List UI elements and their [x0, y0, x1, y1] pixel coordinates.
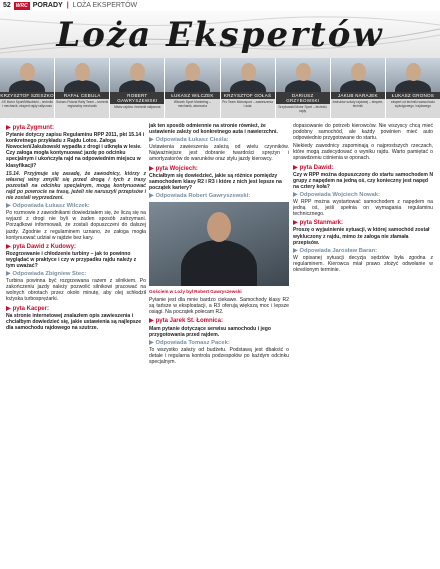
question-text: Proszę o wyjaśnienie sytuacji, w której samochód został wykluczony z rajdu, mimo że załoga nie złamała przepisów. — [293, 227, 430, 246]
arrow-icon: ▶ — [149, 192, 154, 199]
expert-photo — [221, 58, 275, 92]
article-column-2 — [149, 122, 289, 566]
expert-role: Pro Team Motorsport – zawieszenia i auta — [221, 99, 275, 118]
answer-text: W opisanej sytuacji decyzja sędziów była zgodna z regulaminem. Kierowca miał prawo złożyć odwołanie w określonym terminie. — [293, 254, 433, 273]
question-heading: ▶ pyta Dawid: — [293, 164, 334, 171]
answer-heading: ▶ Odpowiada Tomasz Pacek: — [149, 339, 230, 346]
expert-role: instruktor szkoły rajdowej – ekspert, technik — [331, 99, 385, 118]
arrow-icon: ▶ — [293, 191, 298, 198]
article-column-1 — [6, 122, 146, 566]
expert-name: RAFAŁ CEBULA — [55, 92, 109, 99]
expert-name: ŁUKASZ WILCZEK — [165, 92, 219, 99]
answer-heading: ▶ Odpowiada Zbigniew Stec: — [6, 271, 87, 278]
page-title: Loża Ekspertów — [56, 15, 384, 55]
question-text: Rozgrzewanie i chłodzenie turbiny – jak to powinno wyglądać w praktyce i czy w przypadku rajdu należy z tym uważać? — [6, 250, 137, 269]
question-text: Czy w RPP można dopuszczony do startu samochodem N grupy z napędem na jedną oś, czy konieczny jest napęd na cztery koła? — [293, 171, 433, 190]
arrow-icon: ▶ — [6, 125, 11, 131]
expert-card — [165, 58, 219, 118]
arrow-icon: ▶ — [149, 137, 154, 144]
question-heading: ▶ pyta Kacper: — [6, 305, 49, 312]
expert-role: Wilczek Sport Marketing – mechanik, akcesoria — [165, 99, 219, 118]
regulation-quote: 15.14. Przyjmuje się zasadę, że zawodnicy, którzy z własnej winy zmylili się przed drogą i tych z trasy pozostali na odcinku specjalnym, mogą kontynuować rajd po powrocie na trasę, jeżeli nie naruszyli przepisów i nie zostali wyprzedzeni. — [6, 170, 146, 202]
answer-heading: ▶ Odpowiada Jarosław Baran: — [293, 247, 378, 254]
answer-heading: ▶ Odpowiada Łukasz Cieśla: — [149, 137, 229, 144]
arrow-icon: ▶ — [6, 203, 11, 210]
magazine-logo: WRC — [15, 2, 28, 9]
question-text: Mam pytanie dotyczące serwisu samochodu i jego przygotowania przed rajdem. — [149, 325, 272, 338]
question-text: jak ten sposób odmiennie na stronie również, że ustawienie zależy od konkretnego auta i nawierzchni. — [149, 123, 278, 136]
question-heading: ▶ pyta Wojciech: — [149, 165, 198, 172]
expert-role: J/S Motor Sport/Mitsubishi – techniki i mechanik, ekspert rajdy rallycross — [0, 99, 54, 118]
header-separator: | — [66, 2, 69, 9]
expert-photo — [110, 58, 164, 92]
portrait-caption: Gościem w Loży był Robert Gawryszewski — [149, 289, 242, 295]
question-heading: ▶ pyta Stanmark: — [293, 220, 343, 227]
guest-portrait — [149, 202, 289, 286]
title-banner — [0, 11, 440, 58]
expert-card — [0, 58, 54, 118]
expert-name: DARIUSZ GRZYBOWSKI — [276, 92, 330, 104]
answer-text: Ustawienia zawieszenia zależą od wielu czynników. Najważniejsze jest dobranie twardości sprężyn i amortyzatorów do warunków oraz stylu jazdy kierowcy. — [149, 144, 289, 163]
expert-card — [386, 58, 440, 118]
question-heading: ▶ pyta Dawid z Kudowy: — [6, 243, 76, 250]
section-name: PORADY — [32, 2, 63, 9]
question-heading: ▶ pyta Zygmunt: — [6, 125, 54, 131]
answer-heading: ▶ Odpowiada Wojciech Nowak: — [293, 191, 380, 198]
answer-heading: ▶ Odpowiada Robert Gawryszewski: — [149, 192, 251, 199]
expert-card — [331, 58, 385, 118]
article-column-3 — [293, 122, 433, 566]
answer-text: To wszystko zależy od budżetu. Podstawą jest dbałość o detale i regularna kontrola podzespołów po każdym odcinku specjalnym. — [149, 346, 289, 365]
arrow-icon: ▶ — [149, 339, 154, 346]
question-heading: ▶ pyta Jarek St. Łomnica: — [149, 318, 223, 325]
answer-heading: ▶ Odpowiada Łukasz Wilczek: — [6, 203, 90, 210]
arrow-icon: ▶ — [149, 165, 154, 172]
experts-panel — [0, 58, 440, 118]
expert-name: ROBERT GAWRYSZEWSKI — [110, 92, 164, 104]
arrow-icon: ▶ — [149, 318, 154, 325]
answer-text: Po rozmowie z zawodnikami dowiedziałem się, że liczą się na wyjazd z drogi nie byli w żaden sposób zatrzymani. Porządkowi informowali, że zostali dopuszczeni do dalszej jazdy. Zgodnie z regulaminem uznano, że załoga mogła kontynuować udział w rajdzie bez kary. — [6, 210, 146, 241]
expert-card — [221, 58, 275, 118]
expert-photo — [331, 58, 385, 92]
arrow-icon: ▶ — [293, 164, 298, 171]
answer-text: dopasowanie do potrzeb kierowców. Nie wszyscy chcą mieć podobny samochód, ale każdy powinien mieć auto odpowiednio przygotowane do startu. — [293, 123, 433, 142]
expert-photo — [165, 58, 219, 92]
answer-text: Niekiedy zawodnicy zapominają o najprostszych rzeczach, które mogą zadecydować o wyniku rajdu. Warto pamiętać o sprawdzeniu ciśnienia w oponach. — [293, 143, 433, 162]
expert-photo — [276, 58, 330, 92]
expert-name: ŁUKASZ GRONOS — [386, 92, 440, 99]
expert-role: Mistrz rajdów i techniki rallycross — [110, 104, 164, 118]
question-text: Chciałbym się dowiedzieć, jakie są różnice pomiędzy samochodem klasy R2 i R3 i które z nich jest lepsze na początek kariery? — [149, 172, 282, 191]
expert-card — [110, 58, 164, 118]
expert-photo — [386, 58, 440, 92]
arrow-icon: ▶ — [6, 305, 11, 312]
arrow-icon: ▶ — [293, 247, 298, 254]
expert-role: ekspert od techniki samochodu wyścigowego i rajdowego — [386, 99, 440, 118]
expert-card — [55, 58, 109, 118]
expert-name: KRZYSZTOF SZESZKO — [0, 93, 54, 98]
subsection-name: LOŻA EKSPERTÓW — [72, 2, 138, 9]
expert-name: JAKUB NARAJEK — [331, 92, 385, 99]
page-header — [0, 0, 440, 11]
arrow-icon: ▶ — [6, 243, 11, 250]
expert-photo — [55, 58, 109, 92]
question-text: Pytanie dotyczy zapisu Regulaminu RPP 2011, pkt 15.14 i konkretnego przykładu z Rajdu Lotos. Załoga Nowocień/Jakubowski wypadła z drogi i utknęła w lesie. Czy załoga mogła kontynuować jazdę po odcinku specjalnym i ukończyła rajd na odpowiednim miejscu w klasyfikacji? — [6, 132, 145, 169]
answer-text: Turbina powinna być rozgrzewana razem z silnikiem. Po zakończeniu jazdy należy pozwolić silnikowi pracować na wolnych obrotach przez około minutę, aby olej schłodził łożyska turbosprężarki. — [6, 278, 146, 303]
expert-role: Subaru Poland Rally Team – techniki regionalny mechanik — [55, 99, 109, 118]
arrow-icon: ▶ — [6, 271, 11, 278]
page-number: 52 — [3, 2, 11, 9]
answer-text: W RPP można wystartować samochodem z napędem na jedną oś, jeśli spełnia on wymagania regulaminu technicznego. — [293, 199, 433, 218]
expert-photo — [0, 58, 54, 92]
answer-text: Pytanie jest dla mnie bardzo ciekawe. Samochody klasy R2 są tańsze w eksploatacji, a R3 oferują większą moc i lepsze osiągi. Na początek polecam R2. — [149, 297, 289, 316]
question-text: Na stronie internetowej znalazłem opis zawieszenia i chciałbym dowiedzieć się, jakie ustawienia są najlepsze dla samochodu rajdowego na szutrze. — [6, 312, 142, 331]
expert-name: KRZYSZTOF GOŁAŚ — [221, 92, 275, 99]
expert-role: Grzybowski Motor Sport – techniki, rajdy — [276, 104, 330, 118]
arrow-icon: ▶ — [293, 220, 298, 227]
expert-card — [276, 58, 330, 118]
